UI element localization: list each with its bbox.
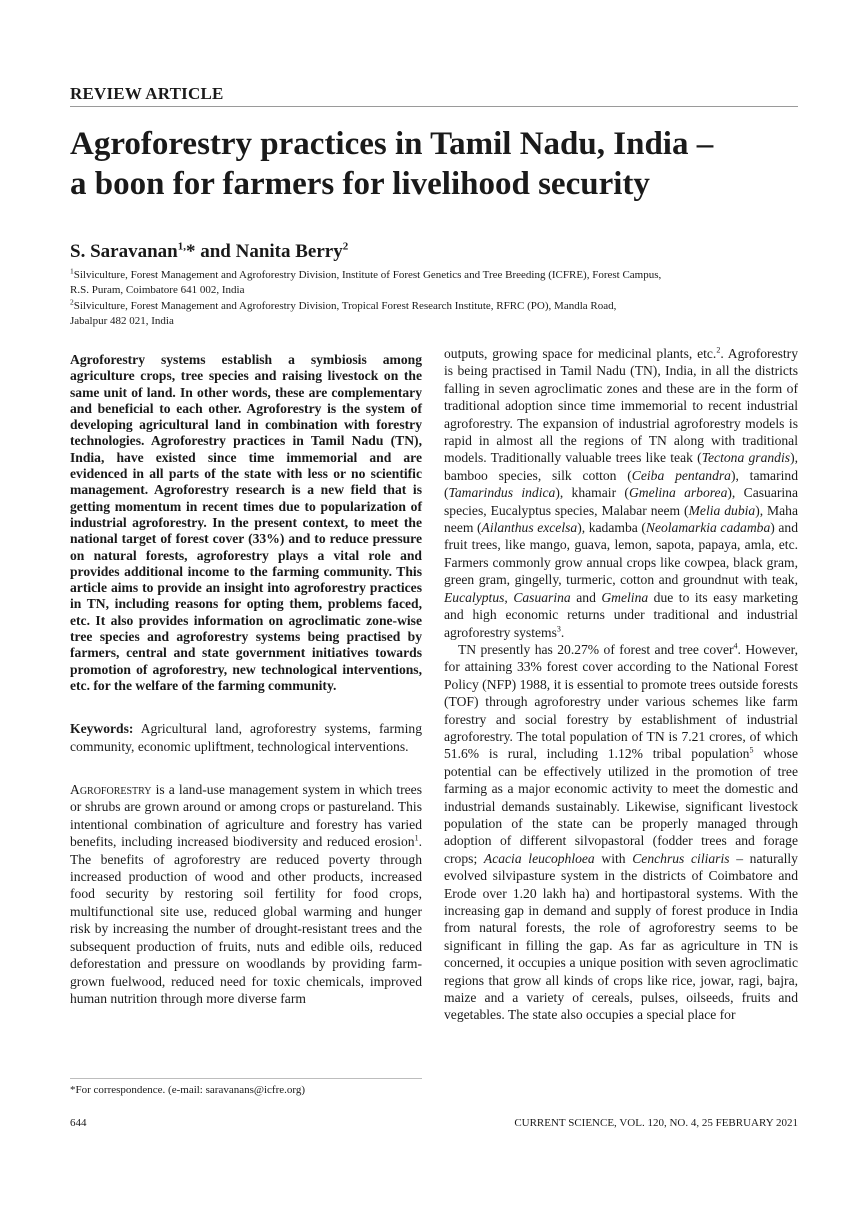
footnote-divider bbox=[70, 1078, 422, 1079]
lead-word: Agroforestry bbox=[70, 782, 152, 798]
keywords-text: Agricultural land, agroforestry systems, farming community, economic upliftment, technological interventions. bbox=[70, 721, 422, 754]
author-2-affiliation-mark: 2 bbox=[342, 240, 349, 253]
article-title-line-1: Agroforestry practices in Tamil Nadu, India – bbox=[70, 126, 714, 162]
citation-5: 5 bbox=[749, 745, 754, 755]
article-title-line-2: a boon for farmers for livelihood security bbox=[70, 166, 650, 202]
keywords-label: Keywords: bbox=[70, 721, 134, 737]
header-divider bbox=[70, 106, 798, 107]
affiliation-2-line-2: Jabalpur 482 021, India bbox=[70, 314, 174, 327]
citation-1: 1 bbox=[414, 833, 419, 843]
keywords bbox=[70, 720, 422, 755]
paragraph-forest-cover: TN presently has 20.27% of forest and tree cover$^4$. However, for attaining 33% forest cover according to the National Forest Policy (NFP) 1988, it is essential to promote trees outside forests (TOF) through agroforestry under various schemes like farm forestry and social forestry by establishment of industrial agroforestry. The total population of TN is 7.21 crores, of which 51.6% is rural, including 1.12% tribal population$^5$ whose potential can be effectively utilized in the promotion of tree farming as a major economic activity to meet the domestic and industrial demands sustainably. Likewise, significant livestock population of the state can be properly managed through adoption of different silvopastoral (fodder trees and forage crops; Acacia leucophloea with Cenchrus ciliaris – naturally evolved silvipasture system in the districts of Coimbatore and Erode over 1.20 lakh ha) and hortipastoral systems. With the increasing gap in demand and supply of forest produce in India from natural forests, the role of agroforestry seems to be significant in filling the gap. As far as agriculture in TN is concerned, it occupies a unique position with seven agroclimatic regions that grow all kinds of crops like rice, jowar, ragi, bajra, maize and a variety of cereals, pulses, oilseeds, fruits and vegetables. The state also occupies a special place for bbox=[444, 641, 798, 1023]
journal-info: CURRENT SCIENCE, VOL. 120, NO. 4, 25 FEBRUARY 2021 bbox=[514, 1117, 798, 1129]
citation-4: 4 bbox=[733, 641, 738, 651]
right-column bbox=[444, 345, 798, 1024]
affiliation-2-line-1: $^2$Silviculture, Forest Management and Agroforestry Division, Tropical Forest Research Institute, RFRC (PO), Mandla Road, bbox=[70, 296, 617, 312]
author-1: S. Saravanan bbox=[70, 241, 178, 262]
paragraph-continued: outputs, growing space for medicinal plants, etc.$^2$. Agroforestry is being practised in Tamil Nadu (TN), India, in all the districts falling in seven agroclimatic zones and these are in the form of traditional adoption since time immemorial to recent industrial agroforestry. The expansion of industrial agroforestry models is rapid in almost all the regions of TN along with traditional models. Traditionally valuable trees like teak (Tectona grandis), bamboo species, silk cotton (Ceiba pentandra), tamarind (Tamarindus indica), khamair (Gmelina arborea), Casuarina species, Eucalyptus species, Malabar neem (Melia dubia), Maha neem (Ailanthus excelsa), kadamba (Neolamarkia cadamba) and fruit trees, like mango, guava, lemon, sapota, papaya, amla, etc. Farmers commonly grow annual crops like cowpea, black gram, green gram, gingelly, turmeric, cotton and groundnut with teak, Eucalyptus, Casuarina and Gmelina due to its easy marketing and high economic returns under traditional and industrial agroforestry systems$^3$. bbox=[444, 345, 799, 640]
affiliation-1-line-1: $^1$Silviculture, Forest Management and Agroforestry Division, Institute of Forest Genetics and Tree Breeding (ICFRE), Forest Campus, bbox=[70, 266, 662, 281]
abstract: Agroforestry systems establish a symbiosis among agriculture crops, tree species and raising livestock on the same unit of land. In other words, these are complementary and beneficial to each other. Agroforestry is the system of developing agricultural land in combination with forestry technologies. Agroforestry practices in Tamil Nadu (TN), India, have existed since time immemorial and are evidenced in all parts of the state with less or no scientific management. Agroforestry research is a new field that is getting momentum in recent times due to popularization of industrial agroforestry. In the present context, to meet the national target of forest cover (33%) and to reduce pressure on natural forests, agroforestry plays a vital role and provides additional income to the farming community. This article aims to provide an insight into agroforestry practices in TN, including reasons for opting them, problems faced, etc. It also provides information on agroclimatic zone-wise tree species and agroforestry systems being practised by farmers, central and state government initiatives towards promotion of agroforestry, new technological interventions, etc. for the welfare of the farming community. bbox=[70, 352, 422, 693]
author-1-affiliation-mark: 1, bbox=[177, 240, 186, 253]
citation-2: 2 bbox=[716, 345, 721, 355]
citation-3: 3 bbox=[556, 623, 561, 633]
page-number: 644 bbox=[70, 1117, 87, 1129]
affiliation-1-line-2: R.S. Puram, Coimbatore 641 002, India bbox=[70, 284, 245, 297]
left-column bbox=[70, 352, 422, 1007]
author-conjunction: and bbox=[195, 241, 236, 262]
correspondence-footnote: *For correspondence. (e-mail: saravanans@icfre.org) bbox=[70, 1084, 306, 1096]
intro-paragraph: Agroforestry is a land-use management system in which trees or shrubs are grown around or among crops or pastureland. This intentional combination of agriculture and forestry has varied benefits, including increased biodiversity and reduced erosion$^1$. The benefits of agroforestry are reduced poverty through increased production of wood and other products, increased food security by restoring soil fertility for food crops, multifunctional site use, reduced global warming and hunger risk by increasing the number of drought-resistant trees and the subsequent production of fruits, nuts and edible oils, reduced deforestation and pressure on woodlands by providing farm-grown fuelwood, reduced need for toxic chemicals, improved human nutrition through more diverse farm bbox=[70, 782, 422, 1006]
affiliations bbox=[70, 268, 798, 329]
article-title bbox=[70, 124, 810, 204]
corresponding-author-mark: * bbox=[185, 241, 196, 262]
author-2: Nanita Berry bbox=[235, 241, 343, 262]
section-label: REVIEW ARTICLE bbox=[70, 84, 224, 103]
author-list bbox=[70, 241, 348, 263]
